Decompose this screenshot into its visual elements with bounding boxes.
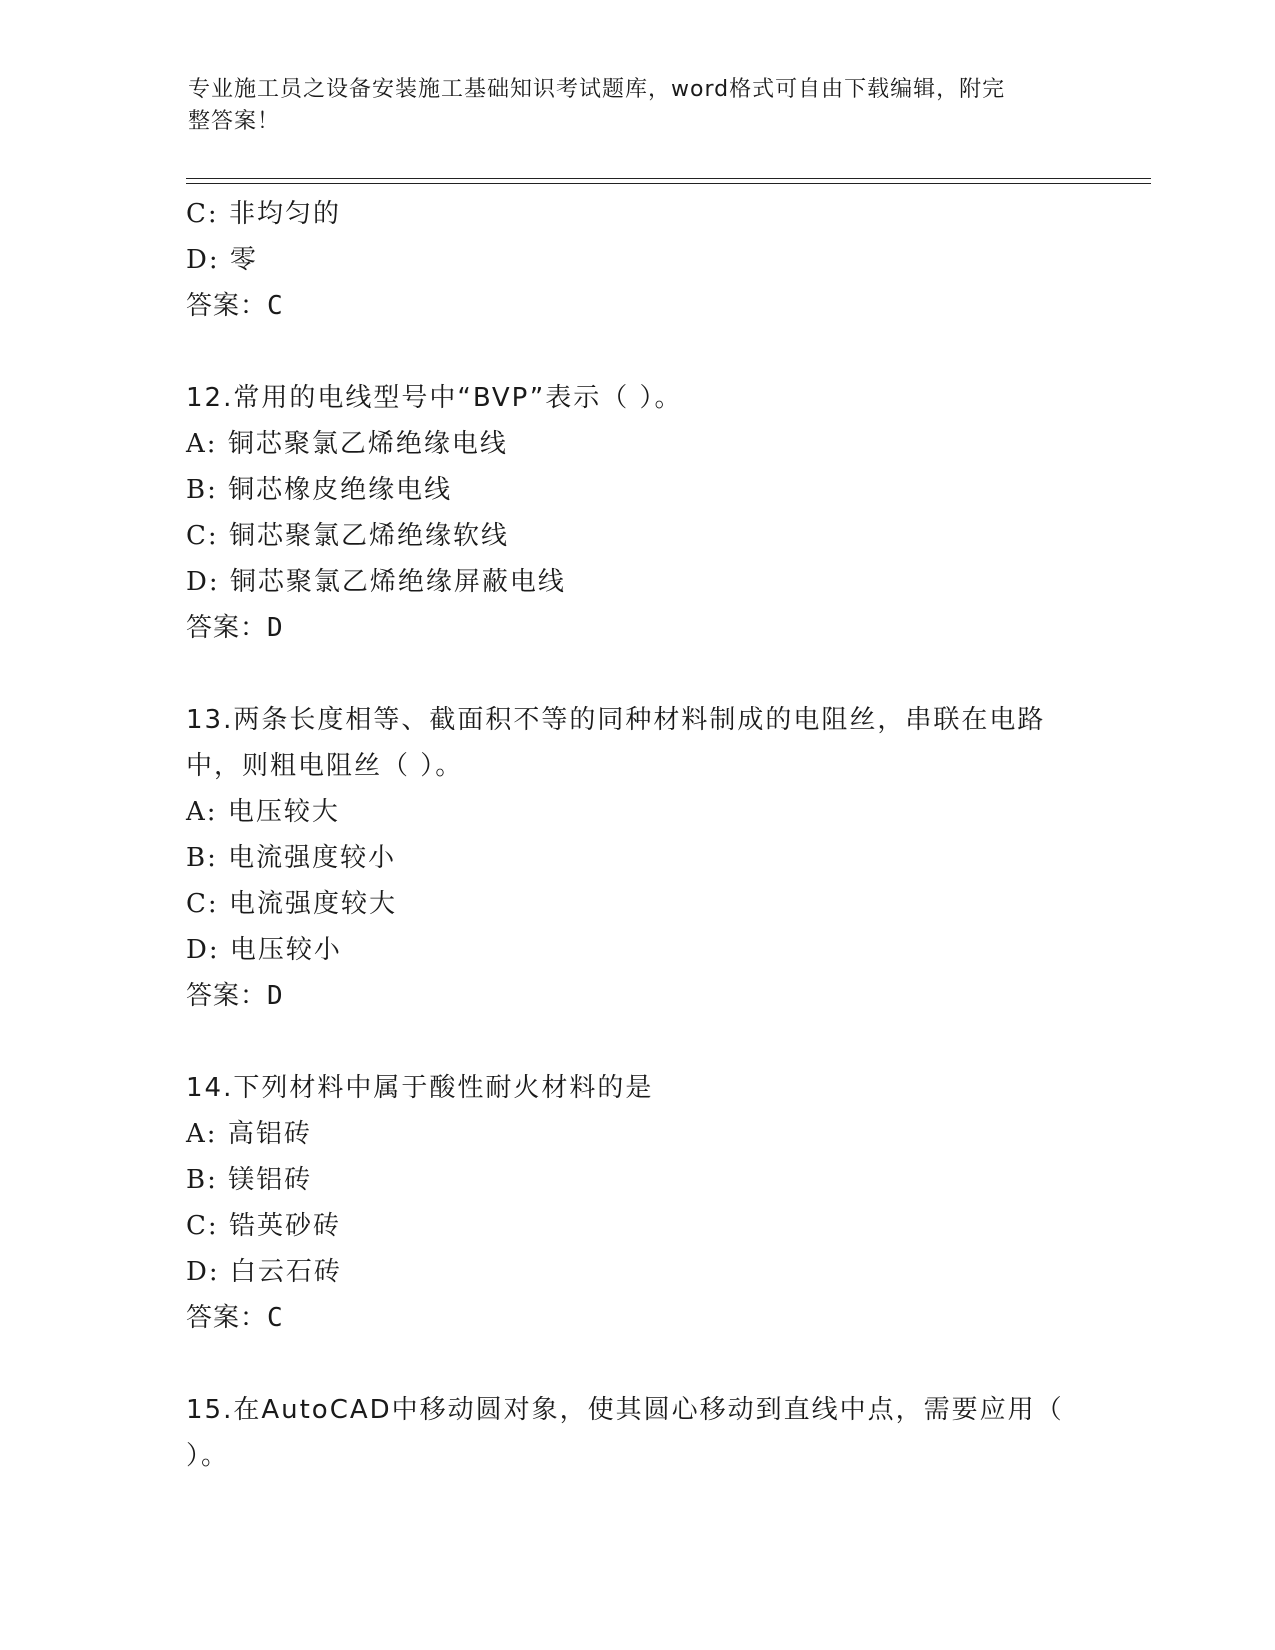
question-text-line-1: 15.在AutoCAD中移动圆对象，使其圆心移动到直线中点，需要应用（ [186,1395,1064,1425]
question-13 [186,697,1086,1019]
document-header [188,74,1088,138]
option-b: B: 铜芯橡皮绝缘电线 [186,475,453,505]
header-line-2: 整答案！ [188,109,281,134]
header-divider-bottom [186,183,1151,184]
option-d: D: 电压较小 [186,935,342,965]
question-14 [186,1065,1086,1341]
question-text-line-2: 中，则粗电阻丝（ ）。 [186,751,464,781]
answer: 答案：D [186,613,284,643]
option-d: D: 零 [186,245,258,275]
header-line-1: 专业施工员之设备安装施工基础知识考试题库，word格式可自由下载编辑，附完 [188,77,1006,102]
answer: 答案：C [186,1303,284,1333]
header-divider-top [186,178,1151,179]
prev-question [186,191,1086,329]
option-a: A: 电压较大 [186,797,340,827]
answer: 答案：C [186,291,284,321]
question-text: 14.下列材料中属于酸性耐火材料的是 [186,1073,654,1103]
option-d: D: 白云石砖 [186,1257,342,1287]
option-b: B: 镁铝砖 [186,1165,313,1195]
question-text-line-2: ）。 [186,1441,230,1471]
option-a: A: 高铝砖 [186,1119,312,1149]
question-text: 12.常用的电线型号中“BVP”表示（ ）。 [186,383,683,413]
question-15 [186,1387,1086,1479]
option-a: A: 铜芯聚氯乙烯绝缘电线 [186,429,508,459]
option-c: C: 锆英砂砖 [186,1211,341,1241]
exam-content [186,191,1086,1479]
question-12 [186,375,1086,651]
question-text-line-1: 13.两条长度相等、截面积不等的同种材料制成的电阻丝，串联在电路 [186,705,1046,735]
answer: 答案：D [186,981,284,1011]
option-b: B: 电流强度较小 [186,843,397,873]
option-c: C: 非均匀的 [186,199,341,229]
option-c: C: 铜芯聚氯乙烯绝缘软线 [186,521,509,551]
option-d: D: 铜芯聚氯乙烯绝缘屏蔽电线 [186,567,566,597]
option-c: C: 电流强度较大 [186,889,397,919]
